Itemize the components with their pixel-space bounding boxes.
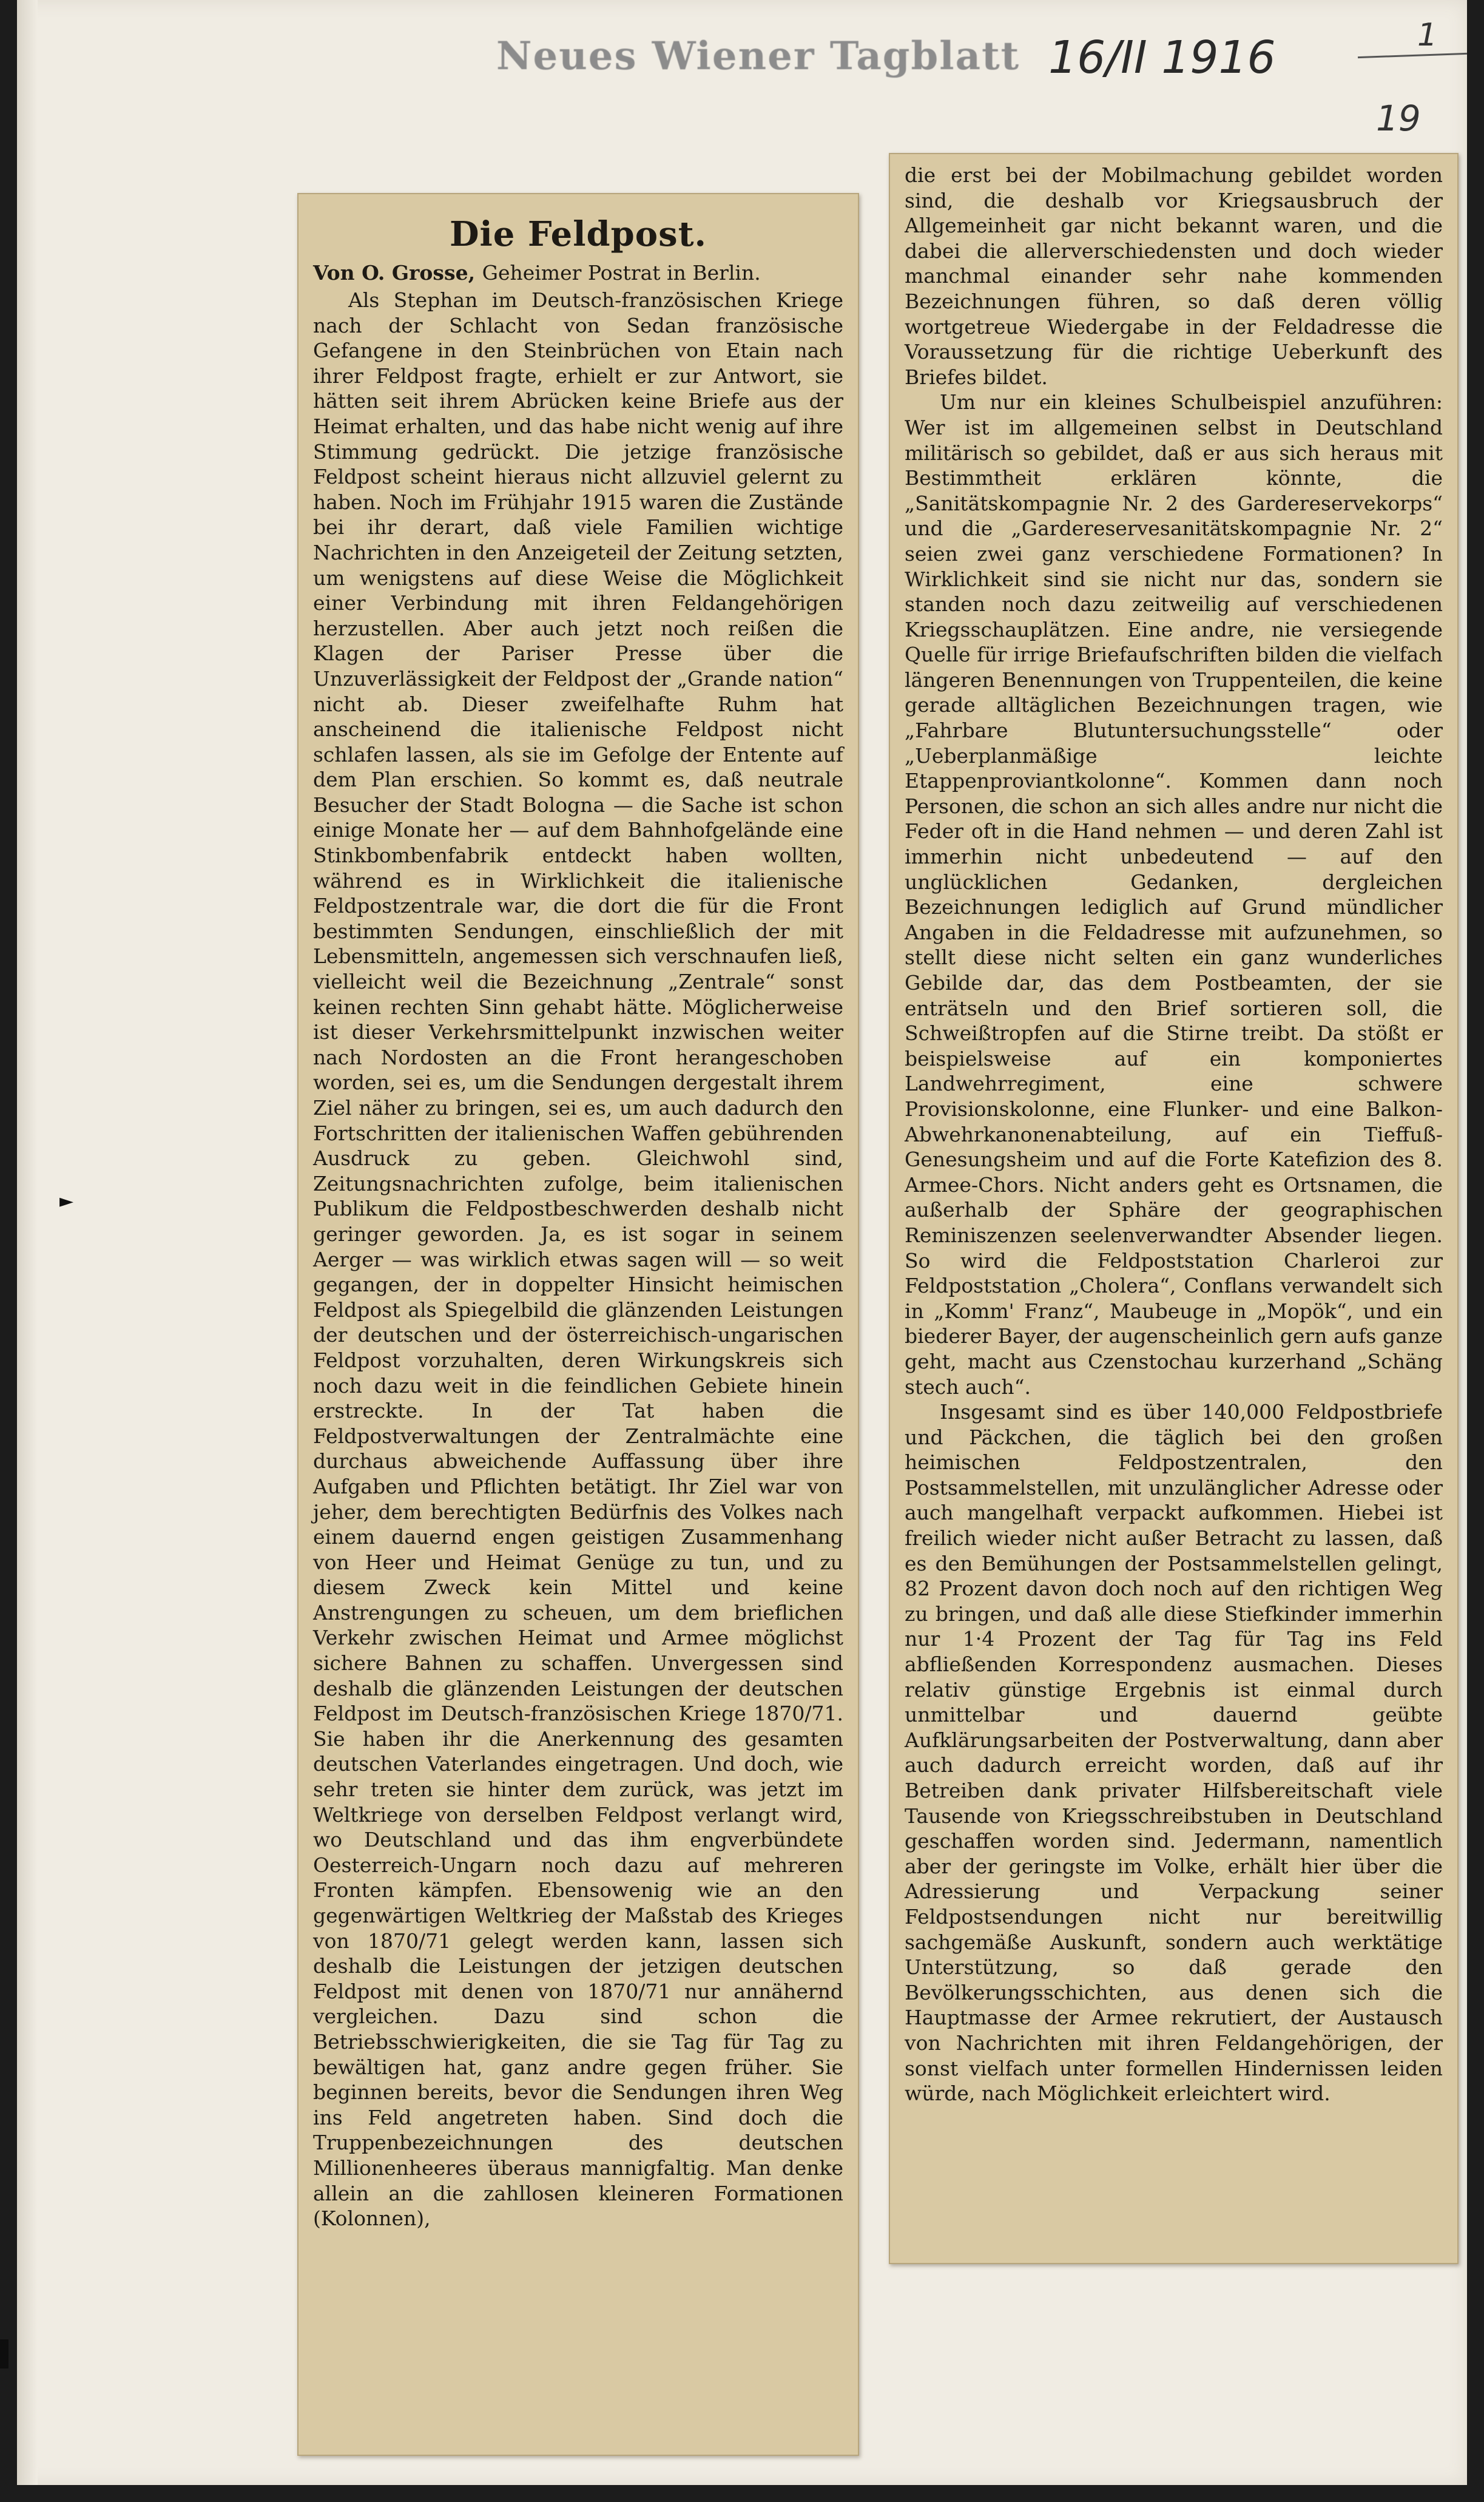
edge-mark: [0, 2339, 8, 2368]
handwritten-date: 16/II 1916: [1048, 32, 1276, 84]
article-byline: [313, 260, 843, 286]
paragraph: Insgesamt sind es über 140,000 Feldpostbriefe und Päckchen, die täglich bei den großen heimischen Feldpostzentralen, den Postsammelstellen, mit unzulänglicher Adresse oder auch mangelhaft verpackt aufkommen. Hiebei ist freilich wieder nicht außer Betracht zu lassen, daß es den Bemühungen der Postsammelstellen gelingt, 82 Prozent davon doch noch auf den richtigen Weg zu bringen, und daß alle diese Stiefkinder immerhin nur 1·4 Prozent der Tag für Tag ins Feld abfließenden Korrespondenz ausmachen. Dieses relativ günstige Ergebnis ist einmal durch unmittelbar und dauernd geübte Aufklärungsarbeiten der Postverwaltung, dann aber auch dadurch erreicht worden, daß auf ihr Betreiben dank privater Hilfsbereitschaft viele Tausende von Kriegsschreibstuben in Deutschland geschaffen worden sind. Jedermann, namentlich aber der geringste im Volke, erhält hier über die Adressierung und Verpackung seiner Feldpostsendungen nicht nur bereitwillig sachgemäße Auskunft, sondern auch werktätige Unterstützung, so daß gerade den Bevölkerungsschichten, aus denen sich die Hauptmasse der Armee rekrutiert, der Austausch von Nachrichten mit ihren Feldangehörigen, der sonst vielfach unter formellen Hindernissen leiden würde, nach Möglichkeit erleichtert wird.: [905, 1400, 1443, 2106]
article-headline: Die Feldpost.: [449, 214, 707, 254]
byline-title: Geheimer Postrat in Berlin.: [482, 261, 761, 285]
clipping-left-column: [297, 193, 859, 2456]
byline-author: Von O. Grosse,: [313, 261, 476, 285]
paragraph: Um nur ein kleines Schulbeispiel anzuführen: Wer ist im allgemeinen selbst in Deutschland militärisch so gebildet, daß er aus sich heraus mit Bestimmtheit erklären könnte, die „Sanitätskompagnie Nr. 2 des Gardereservekorps“ und die „Gardereservesanitätskompagnie Nr. 2“ seien zwei ganz verschiedene Formationen? In Wirklichkeit sind sie nicht nur das, sondern sie standen noch dazu zeitweilig auf verschiedenen Kriegsschauplätzen. Eine andre, nie versiegende Quelle für irrige Briefaufschriften bilden die vielfach längeren Benennungen von Truppenteilen, die keine gerade alltäglichen Bezeichnungen tragen, wie „Fahrbare Blutuntersuchungsstelle“ oder „Ueberplanmäßige leichte Etappenproviantkolonne“. Kommen dann noch Personen, die schon an sich alles andre nur nicht die Feder oft in die Hand nehmen — und deren Zahl ist immerhin nicht unbedeutend — auf den unglücklichen Gedanken, dergleichen Bezeichnungen lediglich auf Grund mündlicher Angaben in die Feldadresse mit aufzunehmen, so stellt diese nicht selten ein ganz wunderliches Gebilde dar, das dem Postbeamten, der sie enträtseln und den Brief sortieren soll, die Schweißtropfen auf die Stirne treibt. Da stößt er beispielsweise auf ein komponiertes Landwehrregiment, eine schwere Provisionskolonne, eine Flunker- und eine Balkon-Abwehrkanonenabteilung, auf ein Tieffuß-Genesungsheim und auf die Forte Katefizion des 8. Armee-Chors. Nicht anders geht es Ortsnamen, die außerhalb der Sphäre der geographischen Reminiszenzen seelenverwandter Absender liegen. So wird die Feldpoststation Charleroi zur Feldpoststation „Cholera“, Conflans verwandelt sich in „Komm' Franz“, Maubeuge in „Mopök“, und ein biederer Bayer, der augenscheinlich gern aufs ganze geht, macht aus Czenstochau kurzerhand „Schäng stech auch“.: [905, 390, 1443, 1399]
paragraph: Als Stephan im Deutsch-französischen Kriege nach der Schlacht von Sedan französische Gefangene in den Steinbrüchen von Etain nach ihrer Feldpost fragte, erhielt er zur Antwort, sie hätten seit ihrem Abrücken keine Briefe aus der Heimat erhalten, und das habe nicht wenig auf ihre Stimmung gedrückt. Die jetzige französische Feldpost scheint hieraus nicht allzuviel gelernt zu haben. Noch im Frühjahr 1915 waren die Zustände bei ihr derart, daß viele Familien wichtige Nachrichten in den Anzeigeteil der Zeitung setzten, um wenigstens auf diese Weise die Möglichkeit einer Verbindung mit ihren Feldangehörigen herzustellen. Aber auch jetzt noch reißen die Klagen der Pariser Presse über die Unzuverlässigkeit der Feldpost der „Grande nation“ nicht ab. Dieser zweifelhafte Ruhm hat anscheinend die italienische Feldpost nicht schlafen lassen, als sie im Gefolge der Entente auf dem Plan erschien. So kommt es, daß neutrale Besucher der Stadt Bologna — die Sache ist schon einige Monate her — auf dem Bahnhofgelände eine Stinkbombenfabrik entdeckt haben wollten, während es in Wirklichkeit die italienische Feldpostzentrale war, die dort die für die Front bestimmten Sendungen, einschließlich der mit Lebensmitteln, angemessen sich verschnaufen ließ, vielleicht weil die Bezeichnung „Zentrale“ sonst keinen rechten Sinn gehabt hätte. Möglicherweise ist dieser Verkehrsmittelpunkt inzwischen weiter nach Nordosten an die Front herangeschoben worden, sei es, um die Sendungen dergestalt ihrem Ziel näher zu bringen, sei es, um auch dadurch den Fortschritten der italienischen Waffen gebührenden Ausdruck zu geben. Gleichwohl sind, Zeitungsnachrichten zufolge, beim italienischen Publikum die Feldpostbeschwerden deshalb nicht geringer geworden. Ja, es ist sogar in seinem Aerger — was wirklich etwas sagen will — so weit gegangen, der in doppelter Hinsicht heimischen Feldpost als Spiegelbild die glänzenden Leistungen der deutschen und der österreichisch-ungarischen Feldpost vorzuhalten, deren Wirkungskreis sich noch dazu weit in die feindlichen Gebiete hinein erstreckte. In der Tat haben die Feldpostverwaltungen der Zentralmächte eine durchaus abweichende Auffassung über ihre Aufgaben und Pflichten betätigt. Ihr Ziel war von jeher, dem berechtigten Bedürfnis des Volkes nach einem dauernd engen geistigen Zusammenhang von Heer und Heimat Genüge zu tun, und zu diesem Zweck kein Mittel und keine Anstrengungen zu scheuen, um dem brieflichen Verkehr zwischen Heimat und Armee möglichst sichere Bahnen zu schaffen. Unvergessen sind deshalb die glänzenden Leistungen der deutschen Feldpost im Deutsch-französischen Kriege 1870/71. Sie haben ihr die Anerkennung des gesamten deutschen Vaterlandes eingetragen. Und doch, wie sehr treten sie hinter dem zurück, was jetzt im Weltkriege von derselben Feldpost verlangt wird, wo Deutschland und das ihm engverbündete Oesterreich-Ungarn noch dazu auf mehreren Fronten kämpfen. Ebensowenig wie an den gegenwärtigen Weltkrieg der Maßstab des Krieges von 1870/71 gelegt werden kann, lassen sich deshalb die Leistungen der jetzigen deutschen Feldpost mit denen von 1870/71 nur annähernd vergleichen. Dazu sind schon die Betriebsschwierigkeiten, die sie Tag für Tag zu bewältigen hat, ganz andre gegen früher. Sie beginnen bereits, bevor die Sendungen ihren Weg ins Feld angetreten haben. Sind doch die Truppenbezeichnungen des deutschen Millionenheeres überaus mannigfaltig. Man denke allein an die zahllosen kleineren Formationen (Kolonnen),: [313, 288, 843, 2231]
archive-sheet: [17, 0, 1467, 2485]
binding-edge: [17, 0, 38, 2485]
article-body-right: [905, 163, 1443, 2106]
newspaper-masthead-stamp: Neues Wiener Tagblatt: [496, 33, 1020, 79]
corner-number: 1: [1417, 17, 1438, 53]
pencil-rule: [1358, 53, 1467, 58]
clipping-right-column: [889, 153, 1459, 2264]
paragraph: die erst bei der Mobilmachung gebildet worden sind, die deshalb vor Kriegsausbruch der Allgemeinheit gar nicht bekannt waren, und die dabei die allerverschiedensten und doch wieder manchmal einander sehr nahe kommenden Bezeichnungen führen, so daß deren völlig wortgetreue Wiedergabe in der Feldadresse die Voraussetzung für die richtige Ueberkunft des Briefes bildet.: [905, 163, 1443, 389]
article-body-left: [313, 288, 843, 2231]
folio-number: 19: [1376, 98, 1421, 139]
margin-arrow-icon: ►: [59, 1191, 74, 1212]
